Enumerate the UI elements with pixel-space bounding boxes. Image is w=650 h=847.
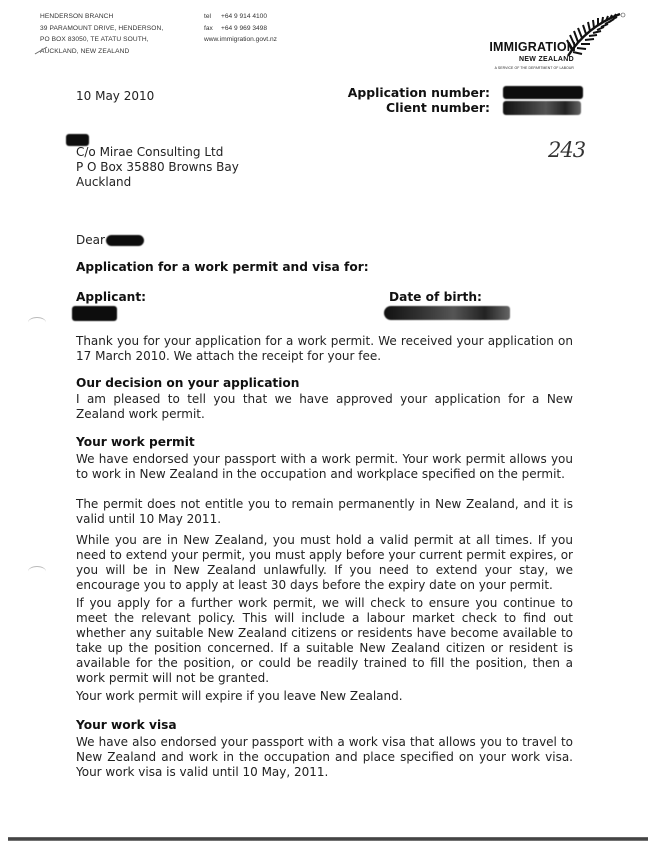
redacted-client-number <box>503 101 581 115</box>
decision-paragraph: I am pleased to tell you that we have approved your application for a New Zealand work permit. <box>76 392 573 421</box>
salutation: Dear <box>76 233 105 247</box>
branch-address <box>40 11 163 57</box>
address-line: 39 PARAMOUNT DRIVE, HENDERSON, <box>40 24 164 32</box>
application-number-label: Application number: <box>347 85 490 100</box>
recipient-line: C/o Mirae Consulting Ltd <box>76 145 224 159</box>
subject-heading: Application for a work permit and visa for: <box>76 260 369 274</box>
client-number-label: Client number: <box>386 100 490 115</box>
logo-immigration: IMMIGRATION <box>489 40 576 54</box>
redacted-date-of-birth <box>384 306 510 320</box>
contact-details <box>204 11 277 46</box>
date-of-birth-label: Date of birth: <box>389 290 482 304</box>
work-permit-paragraph: The permit does not entitle you to remain permanently in New Zealand, and it is valid until 10 May 2011. <box>76 497 573 526</box>
address-line: PO BOX 83050, TE ATATU SOUTH, <box>40 36 149 44</box>
work-permit-paragraph: Your work permit will expire if you leave New Zealand. <box>76 689 403 703</box>
handwritten-note: 243 <box>548 138 586 162</box>
section-heading-work-visa: Your work visa <box>76 718 177 732</box>
redacted-application-number <box>503 86 583 99</box>
recipient-line: P O Box 35880 Browns Bay <box>76 160 239 174</box>
address-line: AUCKLAND, NEW ZEALAND <box>40 47 130 55</box>
section-heading-work-permit: Your work permit <box>76 435 195 449</box>
logo-new-zealand: NEW ZEALAND <box>518 56 574 63</box>
work-permit-paragraph: We have endorsed your passport with a work permit. Your work permit allows you to work in New Zealand in the occupation and workplace specified on the permit. <box>76 452 573 481</box>
immigration-nz-logo <box>466 10 626 68</box>
section-heading-decision: Our decision on your application <box>76 376 300 390</box>
work-permit-paragraph: While you are in New Zealand, you must hold a valid permit at all times. If you need to extend your permit, you must apply before your current permit expires, or you will be in New Zealand unlawfully. If you need to extend your stay, we encourage you to apply at least 30 days before the expiry date on your permit. <box>76 533 573 592</box>
scan-edge-bar <box>8 837 648 841</box>
punch-hole-mark <box>28 317 46 328</box>
work-visa-paragraph: We have also endorsed your passport with a work visa that allows you to travel to New Zealand and work in the occupation and place specified on your work visa. Your work visa is valid until 10 May, 2011. <box>76 735 573 779</box>
redacted-salutation-name <box>106 235 144 246</box>
recipient-address <box>76 145 239 190</box>
tel-number: +64 9 914 4100 <box>221 13 268 20</box>
silver-fern-icon <box>564 10 626 62</box>
redacted-applicant-name <box>72 306 117 321</box>
work-permit-paragraph: If you apply for a further work permit, we will check to ensure you continue to meet the relevant policy. This will include a labour market check to find out whether any suitable New Zealand citizens or residents have become available to take up the position concerned. If a suitable New Zealand citizen or resident is available for the position, or could be readily trained to fill the position, then a work permit will not be granted. <box>76 596 573 685</box>
fax-number: +64 9 969 3498 <box>221 24 268 32</box>
intro-paragraph: Thank you for your application for a work permit. We received your application on 17 March 2010. We attach the receipt for your fee. <box>76 334 573 363</box>
fax-label: fax <box>204 24 213 32</box>
address-line: HENDERSON BRANCH <box>40 13 114 20</box>
logo-tagline: A SERVICE OF THE DEPARTMENT OF LABOUR <box>494 66 574 70</box>
reference-numbers <box>320 85 490 115</box>
letter-date: 10 May 2010 <box>76 89 155 103</box>
punch-hole-mark <box>28 566 46 577</box>
website: www.immigration.govt.nz <box>204 36 277 44</box>
tel-label: tel <box>204 13 211 20</box>
applicant-label: Applicant: <box>76 290 147 304</box>
recipient-line: Auckland <box>76 175 132 189</box>
